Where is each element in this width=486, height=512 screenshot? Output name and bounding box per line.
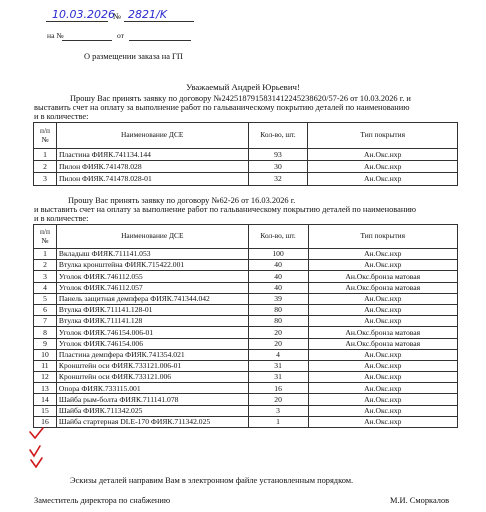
- cell-name: Уголок ФИЯК.746154.006-01: [56, 327, 248, 338]
- cell-coating-type: Ан.Окс.бронза матовая: [308, 338, 458, 349]
- cell-qty: 16: [248, 383, 308, 394]
- cell-name: Уголок ФИЯК.746112.055: [56, 271, 248, 282]
- table-row: [34, 161, 458, 173]
- cell-qty: 1: [248, 416, 308, 427]
- letter-date: 10.03.2026: [52, 8, 115, 21]
- cell-coating-type: Ан.Окс.нхр: [308, 405, 458, 416]
- cell-num: 8: [34, 327, 57, 338]
- paragraph-1-line-3: и в количестве:: [34, 112, 89, 121]
- cell-num: 16: [34, 416, 57, 427]
- cell-name: Вкладыш ФИЯК.711141.053: [56, 249, 248, 260]
- order-table-1-body: [34, 149, 458, 186]
- cell-name: Уголок ФИЯК.746112.057: [56, 282, 248, 293]
- cell-coating-type: Ан.Окс.нхр: [308, 260, 458, 271]
- cell-num: 5: [34, 293, 57, 304]
- signature-position: Заместитель директора по снабжению: [34, 496, 171, 505]
- cell-qty: 40: [248, 282, 308, 293]
- cell-qty: 39: [248, 293, 308, 304]
- cell-qty: 80: [248, 316, 308, 327]
- table-row: [34, 405, 458, 416]
- cell-num: 3: [34, 271, 57, 282]
- cell-num: 13: [34, 383, 57, 394]
- cell-name: Панель защитная демпфера ФИЯК.741344.042: [56, 293, 248, 304]
- cell-name: Пластина ФИЯК.741134.144: [56, 149, 248, 161]
- cell-name: Уголок ФИЯК.746154.006: [56, 338, 248, 349]
- cell-coating-type: Ан.Окс.нхр: [308, 383, 458, 394]
- cell-name: Втулка ФИЯК.711141.128: [56, 316, 248, 327]
- col-header-name: Наименование ДСЕ: [56, 225, 248, 249]
- greeting: Уважаемый Андрей Юрьевич!: [186, 82, 300, 92]
- order-table-2: [33, 224, 458, 428]
- cell-qty: 20: [248, 394, 308, 405]
- table-row: [34, 416, 458, 427]
- checkmark-icon: [30, 446, 40, 456]
- cell-name: Пластина демпфера ФИЯК.741354.021: [56, 349, 248, 360]
- cell-num: 10: [34, 349, 57, 360]
- col-header-qty: Кол-во, шт.: [248, 225, 308, 249]
- cell-qty: 32: [248, 173, 308, 185]
- cell-coating-type: Ан.Окс.нхр: [308, 149, 458, 161]
- cell-num: 12: [34, 372, 57, 383]
- table-row: [34, 173, 458, 185]
- cell-qty: 31: [248, 372, 308, 383]
- cell-qty: 4: [248, 349, 308, 360]
- order-table-1: [33, 122, 458, 186]
- cell-qty: 40: [248, 271, 308, 282]
- paragraph-2-line-1: Прошу Вас принять заявку по договору №62-26 от 16.03.2026 г.: [68, 196, 296, 205]
- number-underline: [124, 21, 194, 22]
- table-row: [34, 260, 458, 271]
- cell-coating-type: Ан.Окс.нхр: [308, 173, 458, 185]
- checkmark-icon: [31, 458, 42, 467]
- cell-qty: 20: [248, 327, 308, 338]
- cell-coating-type: Ан.Окс.нхр: [308, 293, 458, 304]
- cell-coating-type: Ан.Окс.бронза матовая: [308, 282, 458, 293]
- col-header-type: Тип покрытия: [308, 123, 458, 149]
- checkmark-icon: [30, 428, 43, 438]
- table-row: [34, 282, 458, 293]
- paragraph-2-line-2: и выставить счет на оплату за выполнение работ по гальваническому покрытию деталей по наименованию: [34, 205, 417, 214]
- cell-qty: 20: [248, 338, 308, 349]
- col-header-num: п/п №: [34, 123, 57, 149]
- col-header-num: п/п №: [34, 225, 57, 249]
- paragraph-2-line-3: и в количестве:: [34, 214, 89, 223]
- cell-num: 1: [34, 249, 57, 260]
- table-row: [34, 372, 458, 383]
- table-row: [34, 271, 458, 282]
- cell-name: Пилон ФИЯК.741478.028: [56, 161, 248, 173]
- cell-name: Шайба ФИЯК.711342.025: [56, 405, 248, 416]
- cell-coating-type: Ан.Окс.нхр: [308, 161, 458, 173]
- col-header-type: Тип покрытия: [308, 225, 458, 249]
- closing-sentence: Эскизы деталей направим Вам в электронном файле установленным порядком.: [70, 476, 354, 485]
- cell-coating-type: Ан.Окс.нхр: [308, 394, 458, 405]
- cell-name: Опора ФИЯК.733115.001: [56, 383, 248, 394]
- table-row: [34, 327, 458, 338]
- checkmarks-annotation: [26, 426, 66, 476]
- cell-coating-type: Ан.Окс.нхр: [308, 360, 458, 371]
- table-row: [34, 304, 458, 315]
- cell-num: 2: [34, 260, 57, 271]
- subject-line: О размещении заказа на ГП: [84, 52, 183, 61]
- cell-qty: 3: [248, 405, 308, 416]
- cell-num: 4: [34, 282, 57, 293]
- cell-coating-type: Ан.Окс.нхр: [308, 372, 458, 383]
- table-row: [34, 394, 458, 405]
- col-header-name: Наименование ДСЕ: [56, 123, 248, 149]
- cell-name: Шайба рым-болта ФИЯК.711141.078: [56, 394, 248, 405]
- ref-from-label: от: [117, 31, 125, 40]
- cell-num: 15: [34, 405, 57, 416]
- cell-coating-type: Ан.Окс.нхр: [308, 249, 458, 260]
- letter-number: 2821/K: [128, 8, 167, 21]
- cell-name: Шайба стартерная DLE-170 ФИЯК.711342.025: [56, 416, 248, 427]
- cell-num: 9: [34, 338, 57, 349]
- cell-num: 2: [34, 161, 57, 173]
- cell-coating-type: Ан.Окс.нхр: [308, 349, 458, 360]
- cell-qty: 40: [248, 260, 308, 271]
- col-header-qty: Кол-во, шт.: [248, 123, 308, 149]
- cell-coating-type: Ан.Окс.бронза матовая: [308, 327, 458, 338]
- cell-name: Кронштейн оси ФИЯК.733121.006-01: [56, 360, 248, 371]
- cell-qty: 30: [248, 161, 308, 173]
- cell-num: 3: [34, 173, 57, 185]
- table-row: [34, 149, 458, 161]
- cell-qty: 31: [248, 360, 308, 371]
- table-row: [34, 316, 458, 327]
- cell-num: 7: [34, 316, 57, 327]
- signature-name: М.И. Сморкалов: [390, 496, 450, 505]
- cell-qty: 100: [248, 249, 308, 260]
- cell-name: Втулка кронштейна ФИЯК.715422.001: [56, 260, 248, 271]
- cell-coating-type: Ан.Окс.нхр: [308, 416, 458, 427]
- order-table-2-body: [34, 249, 458, 428]
- cell-coating-type: Ан.Окс.нхр: [308, 304, 458, 315]
- ref-number-line: [62, 40, 112, 41]
- cell-num: 6: [34, 304, 57, 315]
- ref-from-line: [129, 40, 191, 41]
- cell-num: 1: [34, 149, 57, 161]
- date-underline: [46, 21, 108, 22]
- paragraph-1-line-2: выставить счет на оплату за выполнение работ по гальваническому покрытию деталей по наименованию: [34, 103, 410, 112]
- cell-name: Втулка ФИЯК.711141.128-01: [56, 304, 248, 315]
- table-row: [34, 383, 458, 394]
- table-row: [34, 249, 458, 260]
- cell-num: 14: [34, 394, 57, 405]
- number-prefix: №: [113, 12, 121, 21]
- table-row: [34, 349, 458, 360]
- cell-coating-type: Ан.Окс.бронза матовая: [308, 271, 458, 282]
- cell-qty: 93: [248, 149, 308, 161]
- cell-name: Кронштейн оси ФИЯК.733121.006: [56, 372, 248, 383]
- paragraph-1-line-1: Прошу Вас принять заявку по договору №2425187915831412245238620/57-26 от 10.03.2026 г. и: [70, 94, 411, 103]
- cell-name: Пилон ФИЯК.741478.028-01: [56, 173, 248, 185]
- cell-coating-type: Ан.Окс.нхр: [308, 316, 458, 327]
- cell-num: 11: [34, 360, 57, 371]
- table-row: [34, 293, 458, 304]
- table-row: [34, 338, 458, 349]
- ref-number-label: на №: [47, 31, 64, 40]
- table-row: [34, 360, 458, 371]
- cell-qty: 80: [248, 304, 308, 315]
